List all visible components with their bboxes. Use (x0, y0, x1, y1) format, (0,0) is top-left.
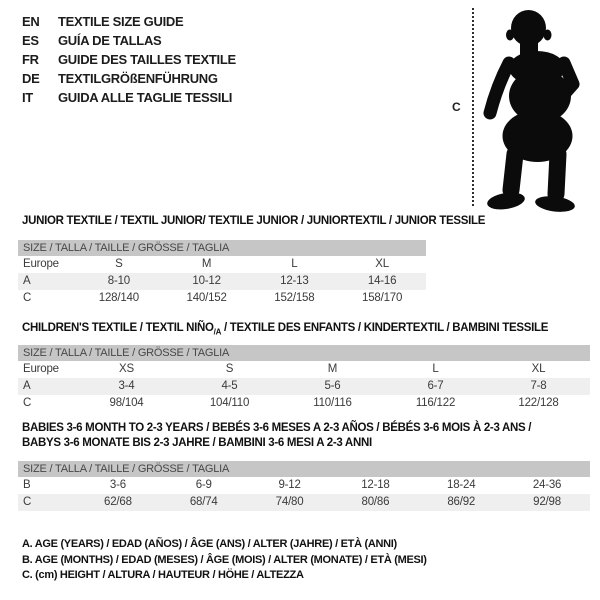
table-row (18, 256, 426, 273)
table-cell: 3-4 (118, 380, 135, 392)
height-measure-dotted-line (472, 8, 474, 206)
children-section-title (22, 321, 548, 339)
language-row-de (22, 69, 236, 88)
row-label: B (23, 479, 31, 491)
table-row (18, 395, 590, 412)
table-cell: 68/74 (189, 496, 218, 508)
children-title-part: / TEXTILE DES ENFANTS / KINDERTEXTIL / BAMBINI TESSILE (221, 322, 549, 334)
table-cell: S (115, 258, 123, 270)
babies-title-line1: BABIES 3-6 MONTH TO 2-3 YEARS / BEBÉS 3-6 MESES A 2-3 AÑOS / BÉBÉS 3-6 MOIS À 2-3 ANS / (22, 422, 532, 434)
table-cell: XS (119, 363, 134, 375)
table-cell: 62/68 (104, 496, 132, 508)
table-cell: 6-9 (195, 479, 212, 491)
table-cell: 4-5 (221, 380, 238, 392)
legend-line-b: B. AGE (MONTHS) / EDAD (MESES) / ÂGE (MOIS) / ALTER (MONATE) / ETÀ (MESI) (22, 553, 427, 566)
junior-section-title: JUNIOR TEXTILE / TEXTIL JUNIOR/ TEXTILE JUNIOR / JUNIORTEXTIL / JUNIOR TESSILE (22, 215, 486, 227)
table-size-header: SIZE / TALLA / TAILLE / GRÖSSE / TAGLIA (18, 345, 590, 361)
row-label: A (23, 275, 31, 287)
table-cell: S (225, 363, 234, 375)
table-row (18, 378, 590, 395)
language-row-it (22, 88, 236, 107)
children-title-part: CHILDREN'S TEXTILE / TEXTIL NIÑO (22, 322, 214, 334)
table-cell: 7-8 (530, 380, 547, 392)
table-cell: XL (531, 363, 546, 375)
table-cell: 86/92 (447, 496, 476, 508)
baby-silhouette-icon (478, 6, 582, 212)
language-title: GUIDE DES TAILLES TEXTILE (58, 52, 236, 67)
measure-c-label: C (452, 100, 461, 114)
table-cell: 12-18 (361, 479, 390, 491)
table-cell: 80/86 (361, 496, 390, 508)
table-cell: 14-16 (367, 275, 397, 287)
table-size-header: SIZE / TALLA / TAILLE / GRÖSSE / TAGLIA (18, 461, 590, 477)
row-label: A (23, 380, 31, 392)
table-cell: 9-12 (278, 479, 301, 491)
table-cell: M (201, 258, 212, 270)
table-cell: 116/122 (415, 397, 456, 409)
table-cell: L (291, 258, 298, 270)
table-row (18, 290, 426, 307)
table-cell: 140/152 (186, 292, 227, 304)
language-code: IT (22, 90, 33, 105)
table-size-header: SIZE / TALLA / TAILLE / GRÖSSE / TAGLIA (18, 240, 426, 256)
children-size-table (18, 345, 590, 412)
table-cell: 110/116 (313, 397, 352, 409)
table-cell: 98/104 (109, 397, 144, 409)
table-cell: 3-6 (109, 479, 126, 491)
language-title: GUIDA ALLE TAGLIE TESSILI (58, 90, 233, 105)
table-cell: 6-7 (427, 380, 444, 392)
babies-title-line2: BABYS 3-6 MONATE BIS 2-3 JAHRE / BAMBINI 3-6 MESI A 2-3 ANNI (22, 437, 372, 449)
measurement-legend (22, 537, 427, 584)
language-code: EN (22, 14, 40, 29)
language-title: GUÍA DE TALLAS (58, 33, 162, 48)
language-row-fr (22, 50, 236, 69)
table-row (18, 361, 590, 378)
table-row (18, 273, 426, 290)
language-title-list (22, 12, 236, 107)
table-cell: 152/158 (274, 292, 315, 304)
table-row (18, 477, 590, 494)
table-cell: 122/128 (518, 397, 559, 409)
junior-size-table (18, 240, 426, 307)
language-row-es (22, 31, 236, 50)
table-cell: 104/110 (209, 397, 250, 409)
babies-size-table (18, 461, 590, 511)
table-cell: XL (375, 258, 389, 270)
language-title: TEXTILE SIZE GUIDE (58, 14, 184, 29)
table-cell: 18-24 (447, 479, 476, 491)
table-cell: 158/170 (362, 292, 403, 304)
children-title-subscript: /A (213, 327, 222, 337)
table-cell: 8-10 (107, 275, 130, 287)
table-cell: 74/80 (275, 496, 304, 508)
row-label: C (23, 397, 32, 409)
row-label: Europe (23, 258, 59, 270)
language-row-en (22, 12, 236, 31)
babies-section-title (22, 421, 531, 451)
table-cell: L (432, 363, 439, 375)
table-cell: 10-12 (192, 275, 221, 287)
table-cell: 92/98 (533, 496, 561, 508)
language-code: ES (22, 33, 39, 48)
row-label: C (23, 292, 32, 304)
table-cell: 5-6 (324, 380, 341, 392)
legend-line-a: A. AGE (YEARS) / EDAD (AÑOS) / ÂGE (ANS) / ALTER (JAHRE) / ETÀ (ANNI) (22, 538, 397, 550)
row-label: Europe (23, 363, 59, 375)
legend-line-c: C. (cm) HEIGHT / ALTURA / HAUTEUR / HÖHE / ALTEZZA (22, 569, 304, 581)
table-cell: M (327, 363, 338, 375)
table-row (18, 494, 590, 511)
language-code: FR (22, 52, 39, 67)
table-cell: 24-36 (532, 479, 562, 491)
row-label: C (23, 496, 32, 508)
table-cell: 128/140 (98, 292, 139, 304)
table-cell: 12-13 (280, 275, 309, 287)
language-code: DE (22, 71, 40, 86)
language-title: TEXTILGRÖßENFÜHRUNG (58, 71, 218, 86)
